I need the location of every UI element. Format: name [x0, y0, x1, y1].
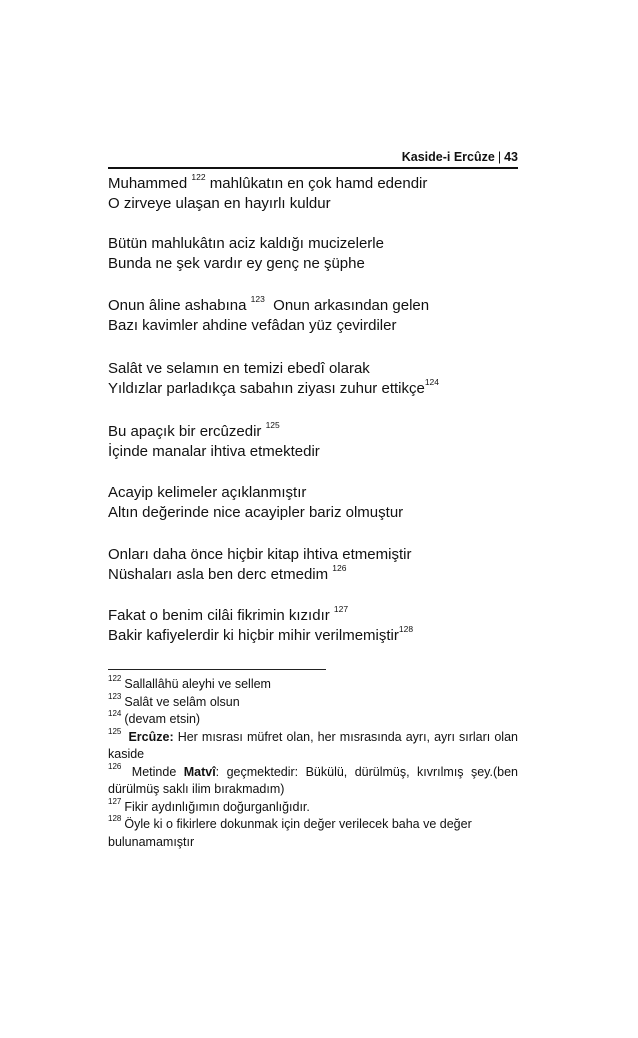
stanza-8	[108, 606, 528, 646]
footnote-123	[108, 691, 518, 712]
footnote-number: 122	[108, 674, 122, 683]
verse-text: Onun arkasından gelen	[273, 297, 430, 314]
page-number: 43	[504, 150, 518, 164]
verse-line	[108, 296, 528, 316]
stanza-3	[108, 296, 528, 336]
footnote-term: Matvî	[183, 764, 216, 779]
verse-line: Bütün mahlukâtın aciz kaldığı mucizelerle	[108, 235, 384, 252]
footnote-number: 126	[108, 761, 122, 771]
header-separator: |	[497, 150, 502, 164]
stanza-4	[108, 359, 528, 399]
verse-line: Salât ve selamın en temizi ebedî olarak	[108, 360, 370, 377]
verse-line: Bunda ne şek vardır ey genç ne şüphe	[108, 255, 365, 272]
stanza-6	[108, 483, 528, 523]
verse-line: Acayip kelimeler açıklanmıştır	[108, 484, 307, 501]
verse-text: Nüshaları asla ben derc etmedim	[108, 566, 329, 583]
footnote-ref[interactable]: 123	[250, 294, 265, 304]
footnote-term: Ercûze:	[128, 729, 174, 744]
verse-line	[108, 422, 528, 442]
running-header	[108, 150, 518, 164]
verse-text: Muhammed	[108, 175, 188, 192]
footnote-122	[108, 676, 518, 694]
footnote-text: (devam etsin)	[124, 712, 201, 726]
verse-line	[108, 379, 528, 399]
footnote-number: 127	[108, 796, 122, 806]
footnote-text: Sallallâhü aleyhi ve sellem	[124, 677, 271, 691]
verse-text: mahlûkatın en çok hamd edendir	[209, 175, 428, 192]
footnote-ref[interactable]: 125	[265, 420, 280, 430]
stanza-7	[108, 545, 528, 585]
footnote-text: Öyle ki o fikirlere dokunmak için değer verilecek baha ve değer bulunamamıştır	[108, 817, 472, 849]
stanza-5	[108, 422, 528, 462]
verse-text: Fakat o benim cilâi fikrimin kızıdır	[108, 607, 330, 624]
footnote-ref[interactable]: 128	[398, 624, 414, 634]
footnote-ref[interactable]: 122	[191, 172, 206, 182]
footnote-127	[108, 796, 518, 817]
footnote-124	[108, 711, 518, 729]
footnote-text: Her mısrası müfret olan, her mısrasında ayrı, ayrı sırları olan kaside	[108, 729, 518, 761]
footnote-ref[interactable]: 126	[332, 563, 347, 573]
verse-line: İçinde manalar ihtiva etmektedir	[108, 443, 320, 460]
verse-line: O zirveye ulaşan en hayırlı kuldur	[108, 195, 331, 212]
verse-line	[108, 606, 528, 626]
footnote-number: 123	[108, 691, 122, 701]
footnote-rule	[108, 669, 326, 670]
stanza-1	[108, 174, 528, 214]
footnote-text: Metinde	[124, 764, 184, 779]
footnote-text: : geçmektedir: Bükülü, dürülmüş, kıvrılmış şey.(ben dürülmüş saklı ilim bırakmadım)	[108, 764, 519, 796]
verse-text: Yıldızlar parladıkça sabahın ziyası zuhur ettikçe	[108, 380, 425, 397]
footnote-ref[interactable]: 127	[333, 604, 349, 614]
verse-line: Altın değerinde nice acayipler bariz olmuştur	[108, 504, 404, 521]
verse-line	[108, 565, 528, 585]
footnote-number: 125	[108, 726, 122, 736]
verse-line: Onları daha önce hiçbir kitap ihtiva etmemiştir	[108, 546, 412, 563]
footnote-128	[108, 816, 518, 851]
footnote-text: Salât ve selâm olsun	[124, 694, 240, 709]
verse-text: Bakir kafiyelerdir ki hiçbir mihir verilmemiştir	[108, 627, 399, 644]
verse-text: Onun âline ashabına	[108, 297, 247, 314]
footnote-number: 124	[108, 709, 122, 718]
header-title: Kaside-i Ercûze	[401, 150, 495, 164]
footnote-125	[108, 726, 518, 764]
verse-text: Bu apaçık bir ercûzedir	[108, 423, 262, 440]
stanza-2	[108, 234, 528, 274]
footnote-ref[interactable]: 124	[424, 377, 440, 387]
footnote-text: Fikir aydınlığımın doğurganlığıdır.	[124, 799, 310, 814]
verse-line	[108, 174, 528, 194]
footnote-number: 128	[108, 814, 122, 823]
footnote-126	[108, 761, 519, 799]
verse-line: Bazı kavimler ahdine vefâdan yüz çevirdiler	[108, 317, 397, 334]
footnotes	[108, 676, 518, 851]
header-rule	[108, 167, 518, 169]
verse-line	[108, 626, 528, 646]
